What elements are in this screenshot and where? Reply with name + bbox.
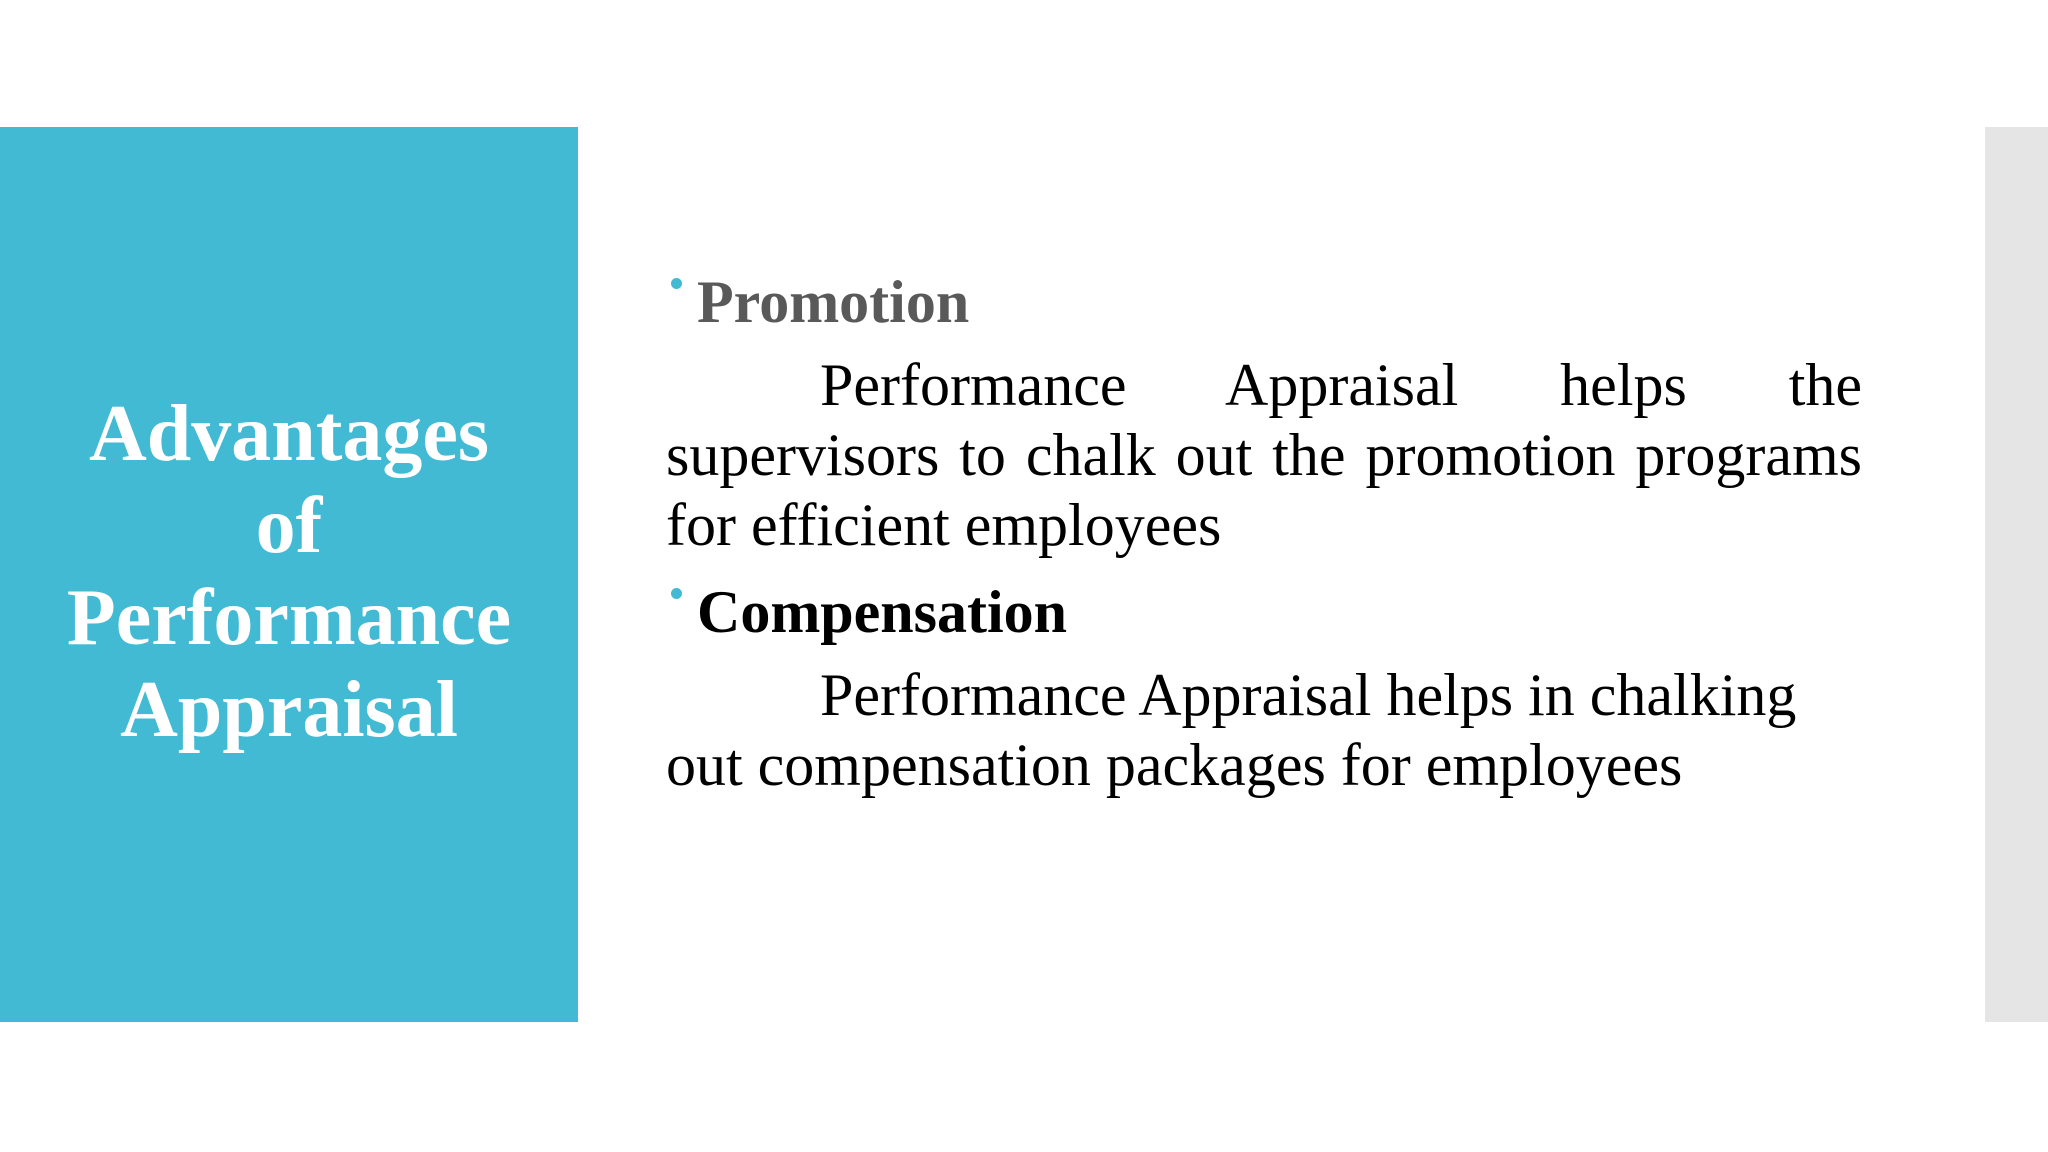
item-paragraph: Performance Appraisal helps the supervisors to chalk out the promotion programs for efficient employees (666, 352, 1862, 558)
title-line: Performance (66, 573, 512, 662)
item-paragraph: Performance Appraisal helps in chalking out compensation packages for employees (666, 662, 1797, 798)
title-line: Appraisal (120, 665, 458, 754)
title-line: Advantages (88, 389, 490, 478)
title-panel (0, 127, 578, 1022)
list-item (666, 260, 1862, 570)
slide-title (29, 388, 549, 756)
heading-text: Promotion (697, 269, 970, 335)
title-line: of (255, 481, 323, 570)
heading-text: Compensation (697, 579, 1068, 645)
list-item (666, 570, 1862, 800)
bullet-heading-compensation (666, 570, 1862, 654)
bullet-dot-icon (671, 588, 682, 599)
content-body (666, 260, 1862, 800)
bullet-dot-icon (671, 278, 682, 289)
decorative-side-strip (1985, 127, 2048, 1022)
bullet-heading-promotion (666, 260, 1862, 344)
